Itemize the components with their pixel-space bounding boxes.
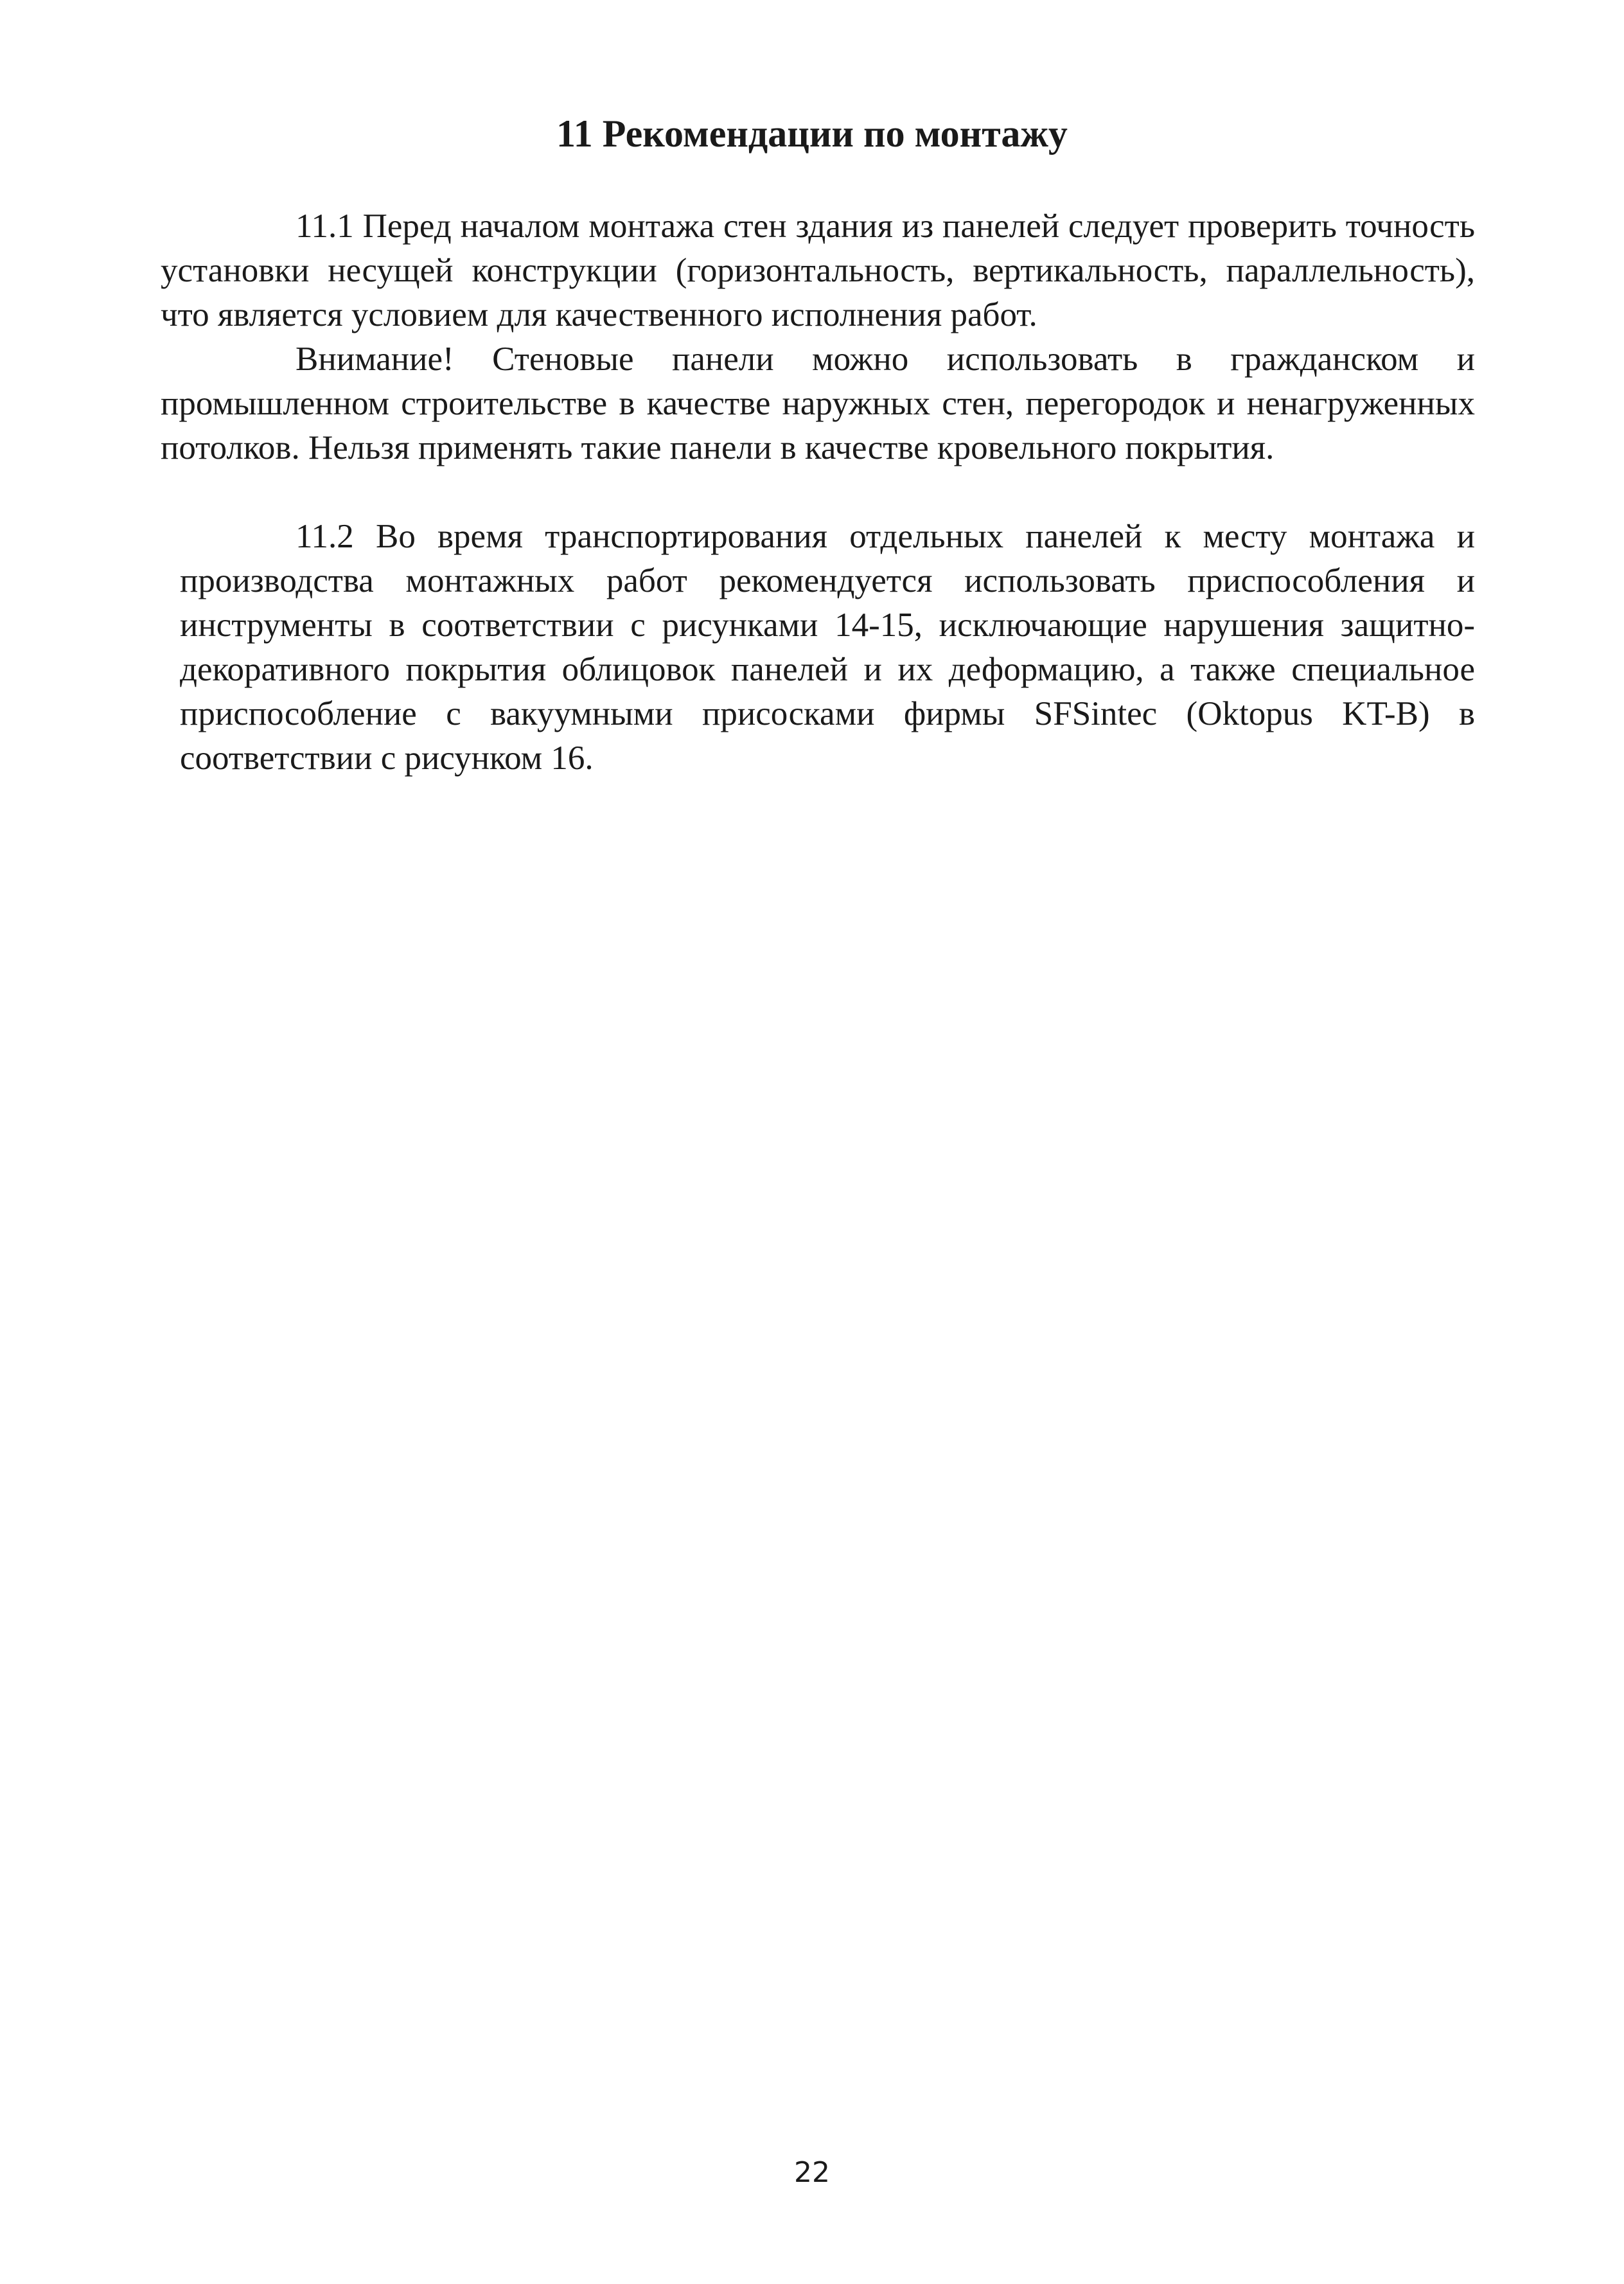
text-block-lower xyxy=(180,515,1475,781)
text-block-upper xyxy=(161,204,1475,470)
paragraph-11-2: 11.2 Во время транспортирования отдельных панелей к месту монтажа и производства монтажных работ рекомендуется использовать приспособления и инструменты в соответствии с рисунками 14-15, исключающие нарушения защитно-декоративного покрытия облицовок панелей и их деформацию, а также специальное приспособление с вакуумными присосками фирмы SFSintec (Oktopus KT-B) в соответствии с рисунком 16. xyxy=(180,518,1475,777)
page-number: 22 xyxy=(794,2156,830,2189)
section-title: 11 Рекомендации по монтажу xyxy=(556,112,1068,155)
paragraph-11-1: 11.1 Перед началом монтажа стен здания из панелей следует проверить точность установки несущей конструкции (горизонтальность, вертикальность, параллельность), что является условием для качественного исполнения работ. xyxy=(161,208,1475,333)
paragraph-warning: Внимание! Стеновые панели можно использовать в гражданском и промышленном строительстве в качестве наружных стен, перегородок и ненагруженных потолков. Нельзя применять такие панели в качестве кровельного покрытия. xyxy=(161,341,1475,466)
